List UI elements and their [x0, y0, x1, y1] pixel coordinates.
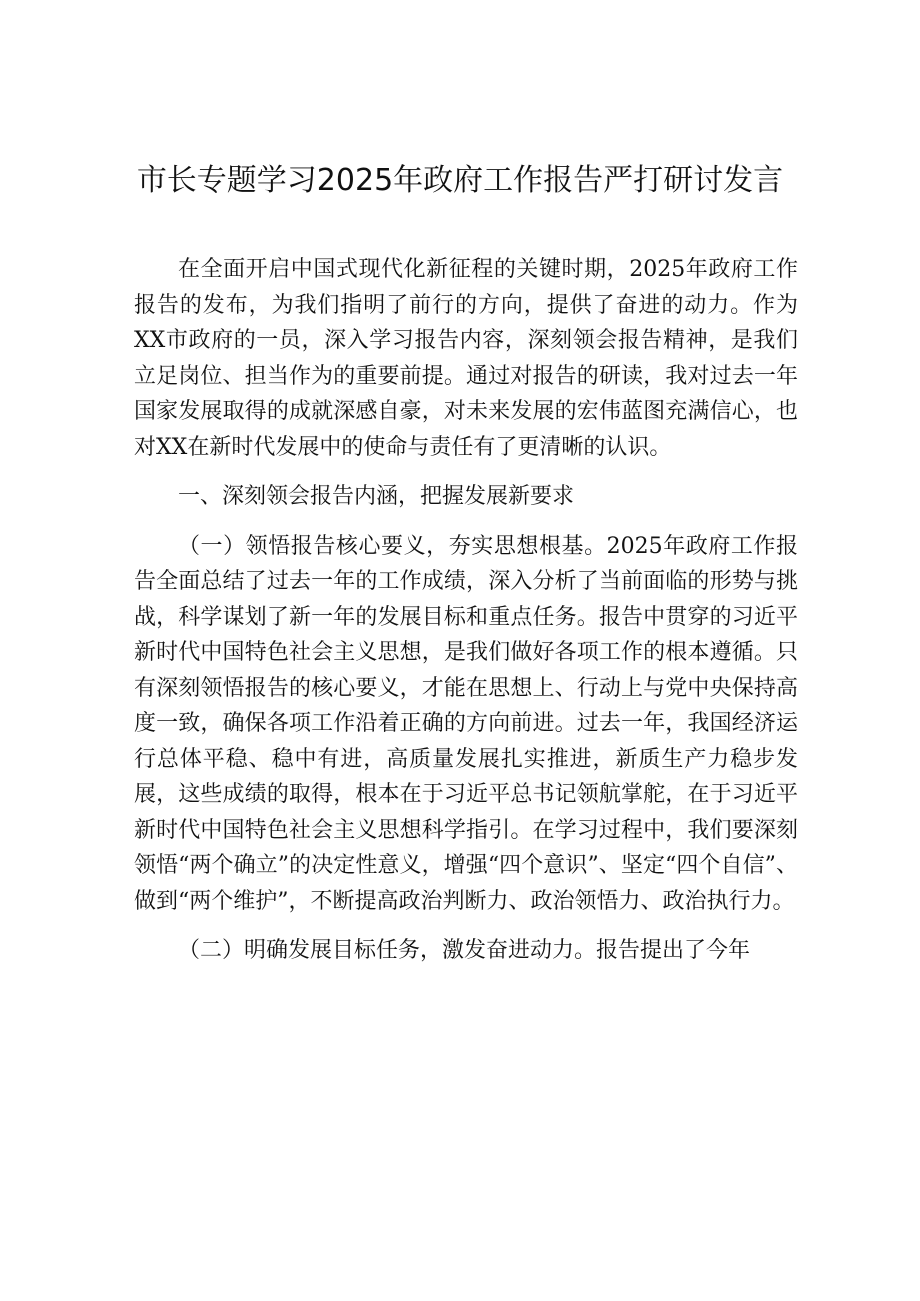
intro-paragraph: 在全面开启中国式现代化新征程的关键时期，2025年政府工作报告的发布，为我们指明了前行的方向，提供了奋进的动力。作为XX市政府的一员，深入学习报告内容，深刻领会报告精神，是我们立足岗位、担当作为的重要前提。通过对报告的研读，我对过去一年国家发展取得的成就深感自豪，对未来发展的宏伟蓝图充满信心，也对XX在新时代发展中的使命与责任有了更清晰的认识。 — [134, 257, 798, 460]
section-heading-1: 一、深刻领会报告内涵，把握发展新要求 — [178, 484, 575, 509]
document-body — [134, 252, 798, 969]
subsection-paragraph-2: （二）明确发展目标任务，激发奋进动力。报告提出了今年 — [178, 938, 751, 963]
document-title: 市长专题学习2025年政府工作报告严打研讨发言 — [136, 163, 784, 198]
subsection-paragraph-1: （一）领悟报告核心要义，夯实思想根基。2025年政府工作报告全面总结了过去一年的工作成绩，深入分析了当前面临的形势与挑战，科学谋划了新一年的发展目标和重点任务。报告中贯穿的习近平新时代中国特色社会主义思想，是我们做好各项工作的根本遵循。只有深刻领悟报告的核心要义，才能在思想上、行动上与党中央保持高度一致，确保各项工作沿着正确的方向前进。过去一年，我国经济运行总体平稳、稳中有进，高质量发展扎实推进，新质生产力稳步发展，这些成绩的取得，根本在于习近平总书记领航掌舵，在于习近平新时代中国特色社会主义思想科学指引。在学习过程中，我们要深刻领悟“两个确立”的决定性意义，增强“四个意识”、坚定“四个自信”、做到“两个维护”，不断提高政治判断力、政治领悟力、政治执行力。 — [134, 533, 798, 914]
